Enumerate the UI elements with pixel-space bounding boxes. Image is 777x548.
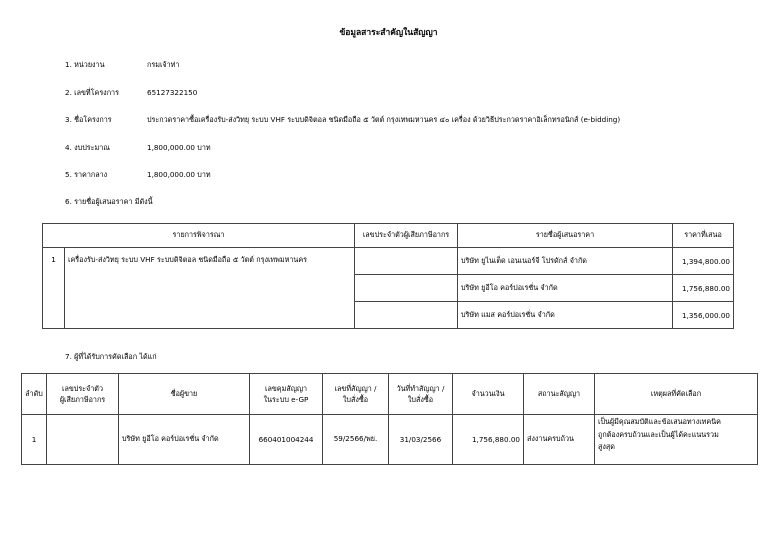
bidder-name: บริษัท ยูอีโอ คอร์ปอเรชั่น จำกัด xyxy=(458,275,673,302)
col-header: จำนวนเงิน xyxy=(453,374,524,415)
field-budget xyxy=(65,143,211,154)
bid-price: 1,356,000.00 xyxy=(673,302,734,329)
tax-id xyxy=(355,275,458,302)
bidders-heading: 6. รายชื่อผู้เสนอราคา มีดังนี้ xyxy=(65,197,153,206)
tax-id xyxy=(47,415,119,465)
field-agency xyxy=(65,60,179,71)
col-header: เลขประจำตัวผู้เสียภาษีอากร xyxy=(355,224,458,248)
bidders-table-header xyxy=(43,224,734,248)
col-header: เลขคุมสัญญา ในระบบ e-GP xyxy=(250,374,323,415)
field-median-price xyxy=(65,170,211,181)
field-value: กรมเจ้าท่า xyxy=(147,60,180,69)
col-header: สถานะสัญญา xyxy=(524,374,595,415)
table-row xyxy=(22,415,758,465)
contract-amount: 1,756,880.00 xyxy=(453,415,524,465)
field-value: 1,800,000.00 บาท xyxy=(147,143,211,152)
col-header: ราคาที่เสนอ xyxy=(673,224,734,248)
bid-price: 1,756,880.00 xyxy=(673,275,734,302)
field-value: 1,800,000.00 บาท xyxy=(147,170,211,179)
page-title: ข้อมูลสาระสำคัญในสัญญา xyxy=(339,28,438,38)
bid-price: 1,394,800.00 xyxy=(673,248,734,275)
col-header: ชื่อผู้ขาย xyxy=(119,374,250,415)
vendor-name: บริษัท ยูอีโอ คอร์ปอเรชั่น จำกัด xyxy=(119,415,250,465)
bidder-name: บริษัท แมส คอร์ปอเรชั่น จำกัด xyxy=(458,302,673,329)
item-name: เครื่องรับ-ส่งวิทยุ ระบบ VHF ระบบดิจิตอล ชนิดมือถือ ๕ วัตต์ กรุงเทพมหานคร xyxy=(65,248,355,329)
contract-status: ส่งงานครบถ้วน xyxy=(524,415,595,465)
field-project-number xyxy=(65,88,197,99)
field-label: 3. ชื่อโครงการ xyxy=(65,115,112,124)
col-header: เหตุผลที่คัดเลือก xyxy=(595,374,758,415)
winner-table-header xyxy=(22,374,758,415)
col-header: ลำดับ xyxy=(22,374,47,415)
col-header: รายชื่อผู้เสนอราคา xyxy=(458,224,673,248)
selection-reason: เป็นผู้มีคุณสมบัติและข้อเสนอทางเทคนิค ถูกต้องครบถ้วนและเป็นผู้ได้คะแนนรวม สูงสุด xyxy=(595,415,758,465)
item-number: 1 xyxy=(43,248,65,329)
contract-date: 31/03/2566 xyxy=(389,415,453,465)
bidder-name: บริษัท ยูไนเต็ด เอนเนอร์จี โปรดักส์ จำกัด xyxy=(458,248,673,275)
contract-number: 59/2566/พย. xyxy=(323,415,389,465)
field-label: 5. ราคากลาง xyxy=(65,170,108,179)
field-label: 2. เลขที่โครงการ xyxy=(65,88,119,97)
col-header: วันที่ทำสัญญา / ใบสั่งซื้อ xyxy=(389,374,453,415)
field-label: 1. หน่วยงาน xyxy=(65,60,105,69)
field-project-name xyxy=(65,115,620,126)
field-value: ประกวดราคาซื้อเครื่องรับ-ส่งวิทยุ ระบบ VHF ระบบดิจิตอล ชนิดมือถือ ๕ วัตต์ กรุงเทพมหานคร ๔๐ เครื่อง ด้วยวิธีประกวดราคาอิเล็กทรอนิกส์ (e-bidding) xyxy=(147,115,621,124)
table-row xyxy=(43,248,734,275)
winner-table xyxy=(21,373,758,465)
field-value: 65127322150 xyxy=(147,88,198,97)
tax-id xyxy=(355,302,458,329)
bidders-table xyxy=(42,223,734,329)
row-number: 1 xyxy=(22,415,47,465)
col-header: เลขประจำตัว ผู้เสียภาษีอากร xyxy=(47,374,119,415)
col-header: เลขที่สัญญา / ใบสั่งซื้อ xyxy=(323,374,389,415)
winner-heading: 7. ผู้ที่ได้รับการคัดเลือก ได้แก่ xyxy=(65,352,157,361)
egp-control-number: 660401004244 xyxy=(250,415,323,465)
field-label: 4. งบประมาณ xyxy=(65,143,110,152)
col-header: รายการพิจารณา xyxy=(43,224,355,248)
tax-id xyxy=(355,248,458,275)
